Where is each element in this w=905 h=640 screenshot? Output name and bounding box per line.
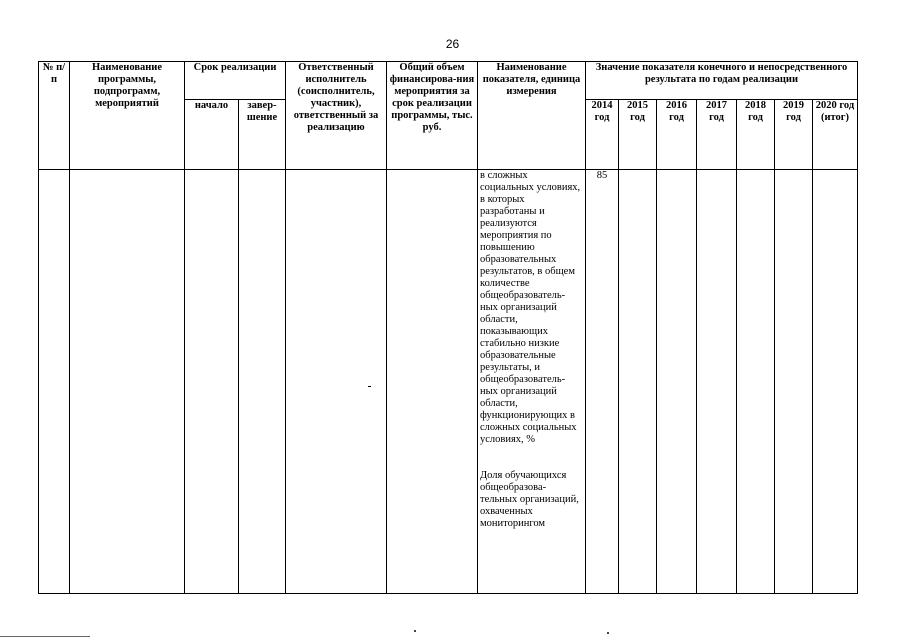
- header-values-group: Значение показателя конечного и непосредственного результата по годам реализации: [586, 62, 858, 100]
- scan-mark: [368, 386, 371, 387]
- program-indicators-table: [38, 61, 858, 594]
- header-year-2015: 2015 год: [619, 100, 657, 170]
- header-year-2020: 2020 год (итог): [813, 100, 858, 170]
- cell-value-2018: [737, 170, 775, 594]
- header-year-2018: 2018 год: [737, 100, 775, 170]
- header-number: № п/п: [39, 62, 70, 170]
- cell-value-2014: 85: [586, 170, 619, 594]
- header-funding: Общий объем финансирова-ния мероприятия за срок реализации программы, тыс. руб.: [387, 62, 478, 170]
- scan-dot: [607, 632, 609, 634]
- cell-value-2019: [775, 170, 813, 594]
- header-program-name: Наименование программы, подпрограмм, мероприятий: [70, 62, 185, 170]
- header-year-2014: 2014 год: [586, 100, 619, 170]
- scan-dot: [414, 630, 416, 632]
- cell-value-2020: [813, 170, 858, 594]
- footnote-rule: [0, 636, 90, 637]
- cell-program-name: [70, 170, 185, 594]
- table-row: [39, 170, 858, 594]
- cell-funding: [387, 170, 478, 594]
- cell-indicator: [478, 170, 586, 594]
- header-start: начало: [185, 100, 239, 170]
- header-year-2019: 2019 год: [775, 100, 813, 170]
- header-end: завер-шение: [239, 100, 286, 170]
- cell-number: [39, 170, 70, 594]
- header-year-2017: 2017 год: [697, 100, 737, 170]
- scan-mark: [656, 526, 657, 529]
- page-number: 26: [445, 37, 460, 51]
- cell-value-2015: [619, 170, 657, 594]
- header-indicator: Наименование показателя, единица измерения: [478, 62, 586, 170]
- indicator-text-2: Доля обучающихся общеобразова-тельных организаций, охваченных мониторингом: [480, 470, 579, 529]
- header-year-2016: 2016 год: [657, 100, 697, 170]
- cell-value-2016: [657, 170, 697, 594]
- indicator-text-1: в сложных социальных условиях, в которых разработаны и реализуются мероприятия по повышению образовательных результатов, в общем количестве общеобразователь-ных организаций области, показывающих стабильно низкие образовательные результаты, и общеобразователь-ных организаций области, функционирующих в сложных социальных условиях, %: [480, 170, 581, 445]
- header-executor: Ответственный исполнитель (соисполнитель, участник), ответственный за реализацию: [286, 62, 387, 170]
- cell-end: [239, 170, 286, 594]
- header-period: Срок реализации: [185, 62, 286, 100]
- cell-executor: [286, 170, 387, 594]
- cell-start: [185, 170, 239, 594]
- cell-value-2017: [697, 170, 737, 594]
